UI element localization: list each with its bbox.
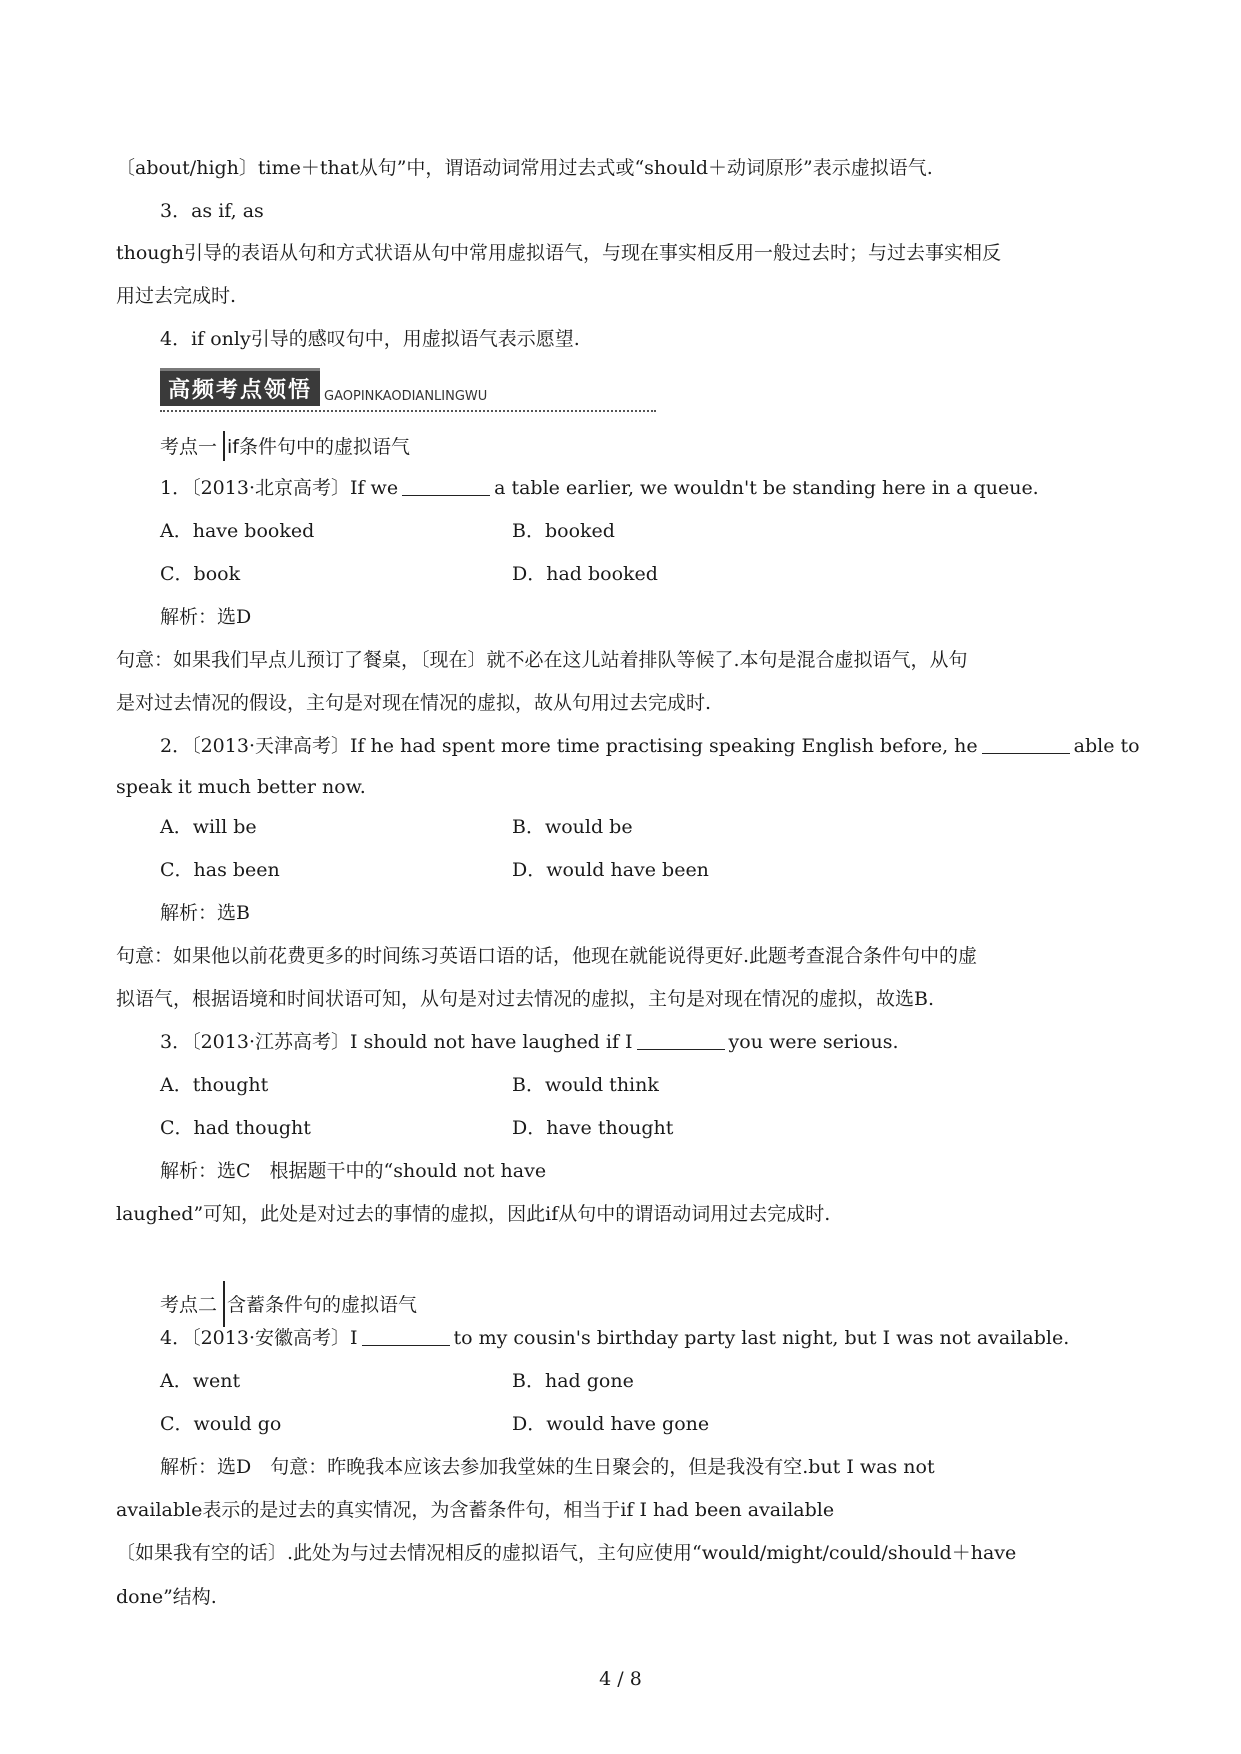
q3-stem — [160, 1029, 899, 1055]
q3-option-d: D．have thought — [512, 1117, 674, 1139]
page-number: 4 / 8 — [599, 1668, 642, 1690]
section-banner — [160, 374, 487, 406]
q2-answer: 解析：选B — [160, 902, 250, 924]
q2-blank — [982, 735, 1070, 754]
intro-line-3: though引导的表语从句和方式状语从句中常用虚拟语气，与现在事实相反用一般过去时；与过去事实相反 — [116, 242, 1001, 264]
q2-stem-start: 2．〔2013·天津高考〕If he had spent more time practising speaking English before, he — [160, 735, 978, 757]
q3-stem-end: you were serious. — [728, 1031, 899, 1053]
q3-option-b: B．would think — [512, 1074, 659, 1096]
q4-option-b: B．had gone — [512, 1370, 634, 1392]
q2-option-a: A．will be — [160, 816, 257, 838]
banner-subtitle: GAOPINKAODIANLINGWU — [324, 389, 488, 404]
q3-option-c: C．had thought — [160, 1117, 311, 1139]
q2-explanation-1: 句意：如果他以前花费更多的时间练习英语口语的话，他现在就能说得更好.此题考查混合条件句中的虚 — [116, 945, 978, 967]
q3-answer: 解析：选C 根据题干中的“should not have — [160, 1160, 547, 1182]
q1-option-c: C．book — [160, 563, 241, 585]
q3-explanation-1: laughed”可知，此处是对过去的事情的虚拟，因此if从句中的谓语动词用过去完成时. — [116, 1203, 831, 1225]
section-1-divider — [223, 431, 225, 461]
q1-stem-end: a table earlier, we wouldn't be standing here in a queue. — [494, 477, 1039, 499]
q4-explanation-3: done”结构. — [116, 1586, 217, 1608]
q4-option-d: D．would have gone — [512, 1413, 710, 1435]
section-2-heading — [160, 1281, 417, 1327]
q1-explanation-2: 是对过去情况的假设，主句是对现在情况的虚拟，故从句用过去完成时. — [116, 692, 712, 714]
q4-option-c: C．would go — [160, 1413, 282, 1435]
q4-answer: 解析：选D 句意：昨晚我本应该去参加我堂妹的生日聚会的，但是我没有空.but I was not — [160, 1456, 935, 1478]
intro-line-1: 〔about/high〕time＋that从句”中，谓语动词常用过去式或“should＋动词原形”表示虚拟语气. — [116, 157, 933, 179]
banner-title: 高频考点领悟 — [160, 368, 320, 406]
section-2-label: 考点二 — [160, 1294, 218, 1316]
intro-line-4: 用过去完成时. — [116, 285, 237, 307]
q4-option-a: A．went — [160, 1370, 241, 1392]
q1-stem — [160, 475, 1039, 501]
q1-explanation-1: 句意：如果我们早点儿预订了餐桌，〔现在〕就不必在这儿站着排队等候了.本句是混合虚拟语气，从句 — [116, 649, 968, 671]
q1-option-d: D．had booked — [512, 563, 658, 585]
intro-line-2: 3．as if, as — [160, 200, 264, 222]
banner-divider — [160, 410, 656, 412]
q4-explanation-2: 〔如果我有空的话〕.此处为与过去情况相反的虚拟语气，主句应使用“would/might/could/should＋have — [116, 1542, 1017, 1564]
q1-blank — [402, 477, 490, 496]
q3-option-a: A．thought — [160, 1074, 269, 1096]
section-1-title: if条件句中的虚拟语气 — [227, 436, 410, 458]
q2-stem-continued: speak it much better now. — [116, 776, 366, 798]
q1-stem-start: 1．〔2013·北京高考〕If we — [160, 477, 399, 499]
q2-option-c: C．has been — [160, 859, 280, 881]
q2-option-d: D．would have been — [512, 859, 709, 881]
q4-stem — [160, 1325, 1069, 1351]
q4-blank — [362, 1327, 450, 1346]
section-1-label: 考点一 — [160, 436, 218, 458]
q2-stem-end: able to — [1073, 735, 1140, 757]
intro-line-5: 4．if only引导的感叹句中，用虚拟语气表示愿望. — [160, 328, 580, 350]
q4-stem-start: 4．〔2013·安徽高考〕I — [160, 1327, 358, 1349]
q1-option-b: B．booked — [512, 520, 615, 542]
q1-answer: 解析：选D — [160, 606, 252, 628]
section-1-heading — [160, 431, 410, 461]
q2-stem — [160, 733, 1140, 759]
q2-explanation-2: 拟语气，根据语境和时间状语可知，从句是对过去情况的虚拟，主句是对现在情况的虚拟，故选B. — [116, 988, 935, 1010]
q3-blank — [637, 1031, 725, 1050]
q2-option-b: B．would be — [512, 816, 633, 838]
q4-stem-end: to my cousin's birthday party last night, but I was not available. — [453, 1327, 1070, 1349]
section-2-title: 含蓄条件句的虚拟语气 — [227, 1294, 418, 1316]
q4-explanation-1: available表示的是过去的真实情况，为含蓄条件句，相当于if I had been available — [116, 1499, 835, 1521]
q1-option-a: A．have booked — [160, 520, 315, 542]
q3-stem-start: 3．〔2013·江苏高考〕I should not have laughed if I — [160, 1031, 633, 1053]
section-2-divider — [223, 1281, 225, 1327]
